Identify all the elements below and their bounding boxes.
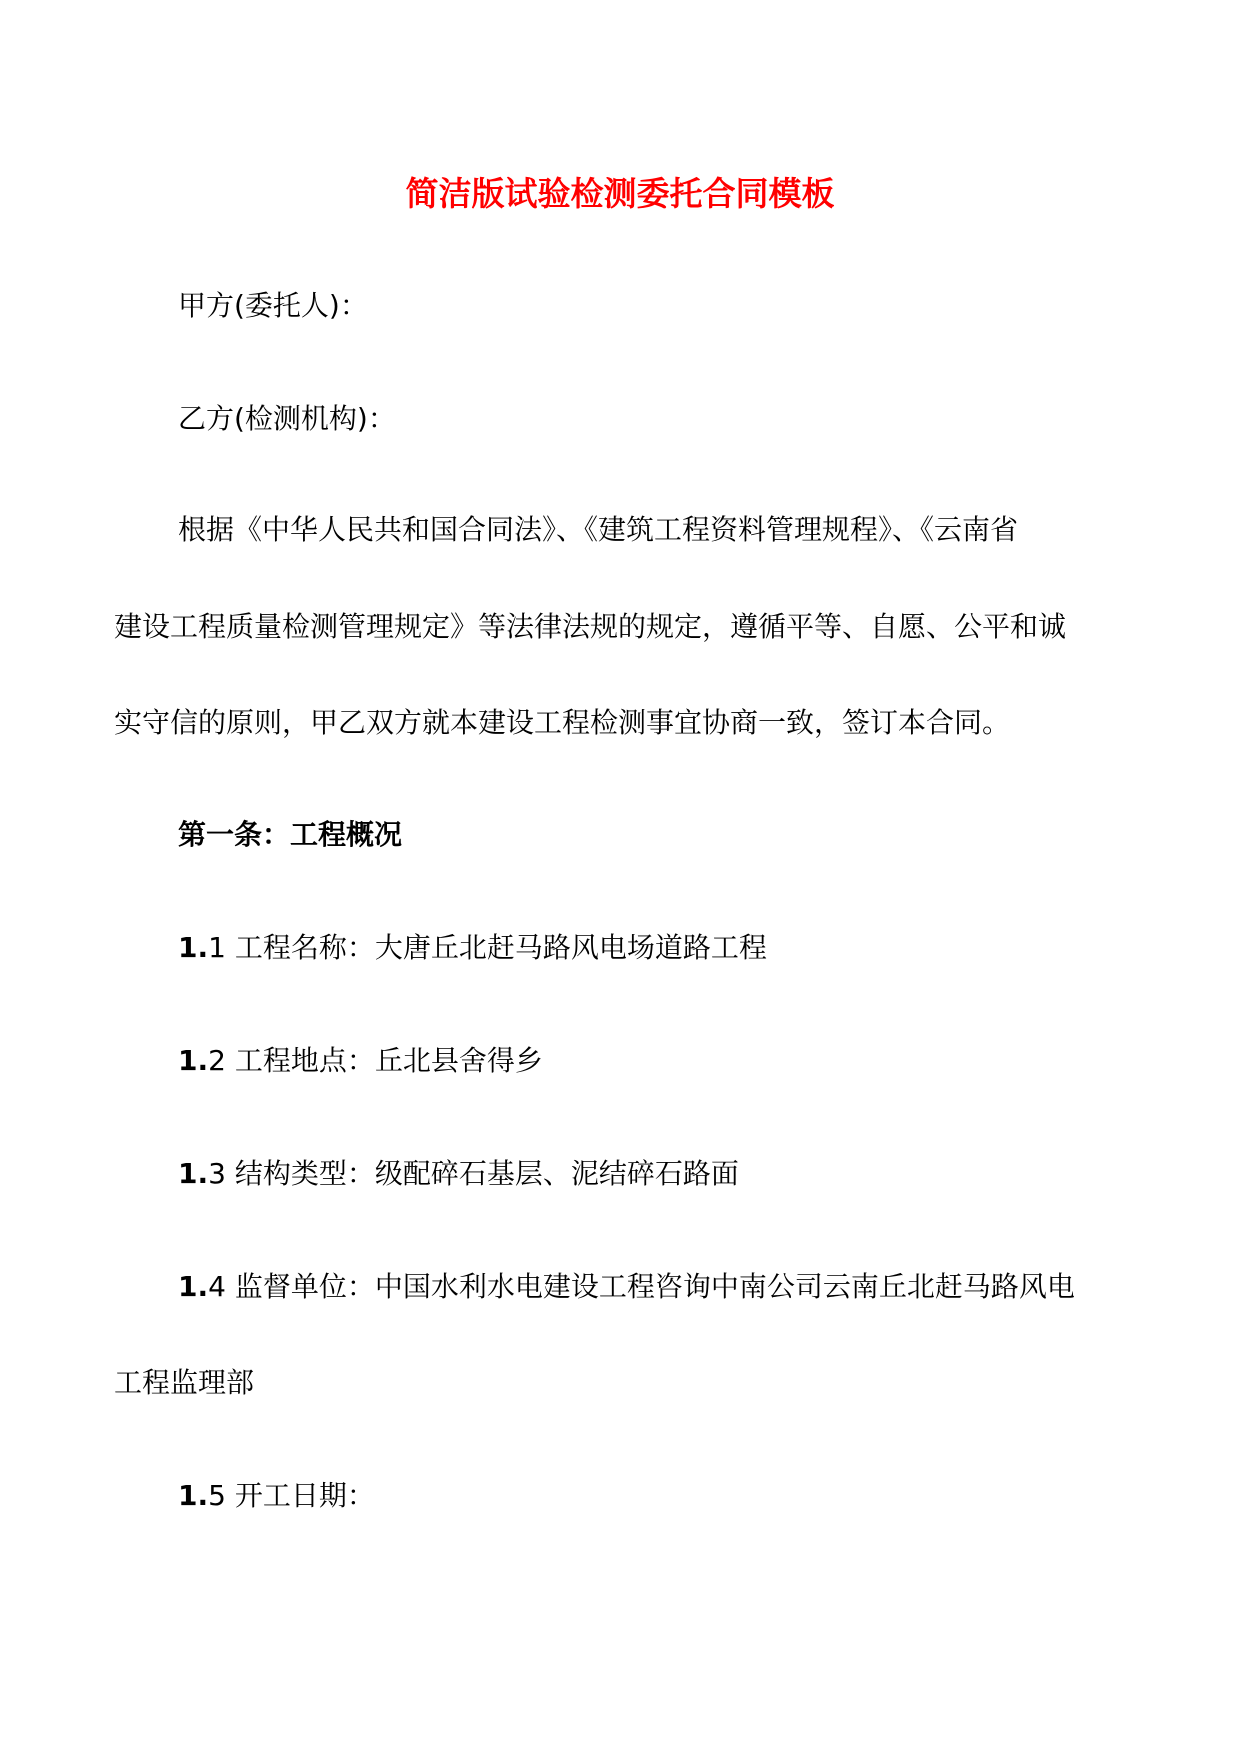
item-text: 工程地点：丘北县舍得乡 (225, 1044, 543, 1077)
item-number-prefix: 1. (178, 1157, 209, 1190)
item-text: 工程名称：大唐丘北赶马路风电场道路工程 (225, 931, 767, 964)
party-b-label: 乙方(检测机构)： (178, 402, 396, 435)
item-number-sub: 5 (208, 1479, 226, 1512)
item-1-3 (178, 1154, 1124, 1194)
item-number-sub: 1 (208, 931, 226, 964)
item-text: 开工日期： (225, 1479, 375, 1512)
item-number-prefix: 1. (178, 1270, 209, 1303)
item-number-sub: 3 (208, 1157, 226, 1190)
item-1-1 (178, 928, 1124, 968)
party-a-label: 甲方(委托人)： (178, 289, 368, 322)
item-1-4-continuation: 工程监理部 (114, 1366, 255, 1399)
intro-line-3: 实守信的原则，甲乙双方就本建设工程检测事宜协商一致，签订本合同。 (114, 706, 1011, 739)
item-text: 结构类型：级配碎石基层、泥结碎石路面 (225, 1157, 739, 1190)
item-number-prefix: 1. (178, 1479, 209, 1512)
item-number-sub: 4 (208, 1270, 226, 1303)
item-1-5 (178, 1476, 1124, 1516)
intro-line-1: 根据《中华人民共和国合同法》、《建筑工程资料管理规程》、《云南省 (178, 513, 1019, 546)
item-text: 监督单位：中国水利水电建设工程咨询中南公司云南丘北赶马路风电 (225, 1270, 1075, 1303)
item-1-2 (178, 1041, 1124, 1081)
item-number-prefix: 1. (178, 1044, 209, 1077)
item-number-sub: 2 (208, 1044, 226, 1077)
article-1-heading: 第一条：工程概况 (178, 818, 403, 851)
document-title: 简洁版试验检测委托合同模板 (405, 174, 835, 213)
item-number-prefix: 1. (178, 931, 209, 964)
intro-line-2: 建设工程质量检测管理规定》等法律法规的规定，遵循平等、自愿、公平和诚 (114, 610, 1067, 643)
item-1-4 (178, 1267, 1124, 1307)
